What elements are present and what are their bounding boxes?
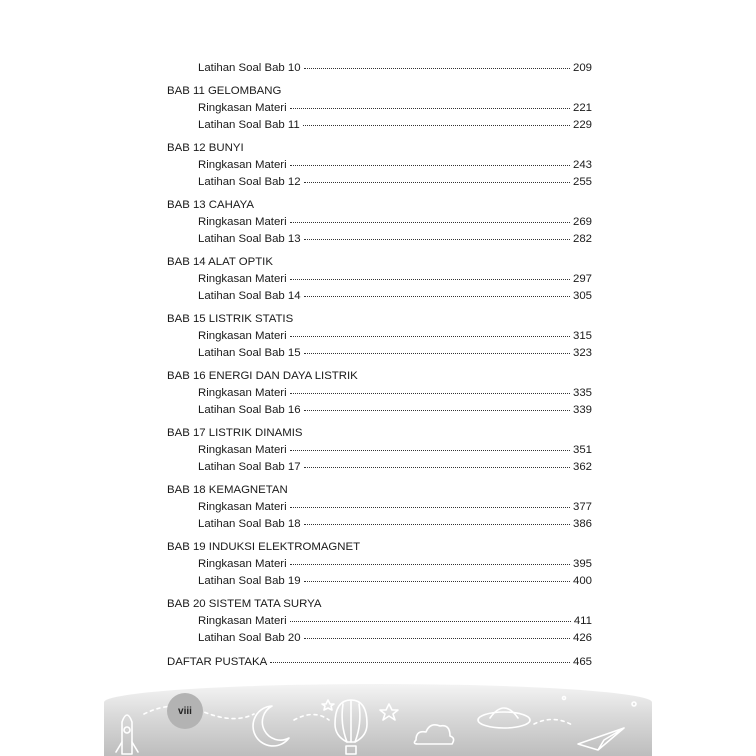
chapter-title[interactable]: BAB 13 CAHAYA xyxy=(167,199,254,211)
entry-page: 209 xyxy=(572,62,592,74)
toc-entry[interactable] xyxy=(167,117,592,134)
entry-label: Ringkasan Materi xyxy=(198,159,287,171)
dot-leader xyxy=(304,467,570,468)
dot-leader xyxy=(290,450,570,451)
dot-leader xyxy=(290,165,570,166)
chapter-title[interactable]: BAB 14 ALAT OPTIK xyxy=(167,256,273,268)
entry-label: Ringkasan Materi xyxy=(198,444,287,456)
entry-page: 395 xyxy=(572,558,592,570)
dot-leader xyxy=(303,125,570,126)
ufo-icon xyxy=(478,708,530,728)
toc-entry-first[interactable] xyxy=(167,60,592,77)
toc-chapter xyxy=(167,140,592,191)
dot-leader xyxy=(270,662,570,663)
toc-entry[interactable] xyxy=(167,214,592,231)
toc-chapter xyxy=(167,482,592,533)
entry-label: Latihan Soal Bab 20 xyxy=(198,632,301,644)
entry-label: Ringkasan Materi xyxy=(198,501,287,513)
entry-label: Latihan Soal Bab 10 xyxy=(198,62,301,74)
dot-leader xyxy=(290,279,570,280)
dot-leader xyxy=(290,564,570,565)
toc-chapter xyxy=(167,197,592,248)
entry-label: Ringkasan Materi xyxy=(198,102,287,114)
toc-entry[interactable] xyxy=(167,573,592,590)
dot-leader xyxy=(304,638,570,639)
toc-entry[interactable] xyxy=(167,402,592,419)
entry-page: 351 xyxy=(572,444,592,456)
chapter-title[interactable]: BAB 16 ENERGI DAN DAYA LISTRIK xyxy=(167,370,358,382)
dot-leader xyxy=(290,393,570,394)
toc-page xyxy=(104,0,652,756)
dashed-trail xyxy=(294,715,329,721)
entry-label: Latihan Soal Bab 15 xyxy=(198,347,301,359)
table-of-contents xyxy=(167,60,592,671)
entry-label: Latihan Soal Bab 14 xyxy=(198,290,301,302)
dot-leader xyxy=(290,222,570,223)
toc-entry[interactable] xyxy=(167,328,592,345)
chapter-title[interactable]: BAB 20 SISTEM TATA SURYA xyxy=(167,598,322,610)
entry-label: Ringkasan Materi xyxy=(198,558,287,570)
toc-entry-daftar-pustaka[interactable] xyxy=(167,654,592,671)
dot-leader xyxy=(290,336,570,337)
entry-label: DAFTAR PUSTAKA xyxy=(167,656,268,668)
toc-entry[interactable] xyxy=(167,385,592,402)
toc-entry[interactable] xyxy=(167,345,592,362)
toc-entry[interactable] xyxy=(167,499,592,516)
dot-leader xyxy=(290,621,571,622)
dot-leader xyxy=(304,410,570,411)
entry-label: Latihan Soal Bab 12 xyxy=(198,176,301,188)
toc-entry[interactable] xyxy=(167,630,592,647)
entry-page: 255 xyxy=(572,176,592,188)
dot-leader xyxy=(304,239,570,240)
entry-page: 269 xyxy=(572,216,592,228)
toc-entry[interactable] xyxy=(167,442,592,459)
entry-page: 465 xyxy=(572,656,592,668)
entry-label: Latihan Soal Bab 17 xyxy=(198,461,301,473)
toc-entry[interactable] xyxy=(167,613,592,630)
entry-page: 386 xyxy=(572,518,592,530)
toc-entry[interactable] xyxy=(167,157,592,174)
entry-label: Latihan Soal Bab 13 xyxy=(198,233,301,245)
entry-page: 243 xyxy=(572,159,592,171)
entry-page: 221 xyxy=(572,102,592,114)
toc-entry[interactable] xyxy=(167,459,592,476)
entry-page: 339 xyxy=(572,404,592,416)
toc-entry[interactable] xyxy=(167,516,592,533)
toc-chapter xyxy=(167,596,592,647)
entry-page: 282 xyxy=(572,233,592,245)
entry-label: Ringkasan Materi xyxy=(198,216,287,228)
toc-chapter xyxy=(167,311,592,362)
toc-entry[interactable] xyxy=(167,174,592,191)
entry-label: Latihan Soal Bab 16 xyxy=(198,404,301,416)
dot-leader xyxy=(304,296,570,297)
cloud-icon xyxy=(414,725,453,744)
dot-leader xyxy=(304,581,570,582)
paper-plane-icon xyxy=(578,728,624,750)
entry-label: Ringkasan Materi xyxy=(198,273,287,285)
entry-page: 426 xyxy=(572,632,592,644)
entry-label: Latihan Soal Bab 11 xyxy=(198,119,300,131)
entry-label: Ringkasan Materi xyxy=(198,330,287,342)
entry-page: 362 xyxy=(572,461,592,473)
entry-label: Latihan Soal Bab 19 xyxy=(198,575,301,587)
dashed-trail xyxy=(534,719,574,726)
chapter-title[interactable]: BAB 19 INDUKSI ELEKTROMAGNET xyxy=(167,541,361,553)
rocket-icon xyxy=(116,715,138,754)
toc-entry[interactable] xyxy=(167,271,592,288)
entry-page: 297 xyxy=(572,273,592,285)
chapter-title[interactable]: BAB 11 GELOMBANG xyxy=(167,85,282,97)
entry-page: 377 xyxy=(572,501,592,513)
chapter-title[interactable]: BAB 12 BUNYI xyxy=(167,142,244,154)
entry-page: 323 xyxy=(572,347,592,359)
moon-icon xyxy=(253,706,289,746)
toc-entry[interactable] xyxy=(167,288,592,305)
entry-label: Ringkasan Materi xyxy=(198,615,287,627)
dot xyxy=(563,697,566,700)
dot-leader xyxy=(304,68,570,69)
page-number-badge: viii xyxy=(167,693,203,729)
dot-leader xyxy=(304,353,570,354)
toc-chapter xyxy=(167,254,592,305)
toc-entry[interactable] xyxy=(167,556,592,573)
toc-chapter xyxy=(167,539,592,590)
toc-entry[interactable] xyxy=(167,231,592,248)
toc-chapter xyxy=(167,425,592,476)
toc-chapter xyxy=(167,83,592,134)
entry-page: 335 xyxy=(572,387,592,399)
dot-leader xyxy=(304,524,570,525)
toc-chapter xyxy=(167,368,592,419)
hot-air-balloon-icon xyxy=(335,700,367,754)
chapter-list xyxy=(167,83,592,647)
entry-page: 315 xyxy=(572,330,592,342)
toc-entry[interactable] xyxy=(167,100,592,117)
entry-page: 411 xyxy=(573,615,592,627)
dot-leader xyxy=(290,507,570,508)
dot xyxy=(632,702,636,706)
entry-page: 229 xyxy=(572,119,592,131)
chapter-title[interactable]: BAB 18 KEMAGNETAN xyxy=(167,484,288,496)
chapter-title[interactable]: BAB 17 LISTRIK DINAMIS xyxy=(167,427,303,439)
dot-leader xyxy=(290,108,570,109)
entry-label: Ringkasan Materi xyxy=(198,387,287,399)
entry-page: 305 xyxy=(572,290,592,302)
chapter-title[interactable]: BAB 15 LISTRIK STATIS xyxy=(167,313,294,325)
entry-page: 400 xyxy=(572,575,592,587)
dot-leader xyxy=(304,182,570,183)
entry-label: Latihan Soal Bab 18 xyxy=(198,518,301,530)
